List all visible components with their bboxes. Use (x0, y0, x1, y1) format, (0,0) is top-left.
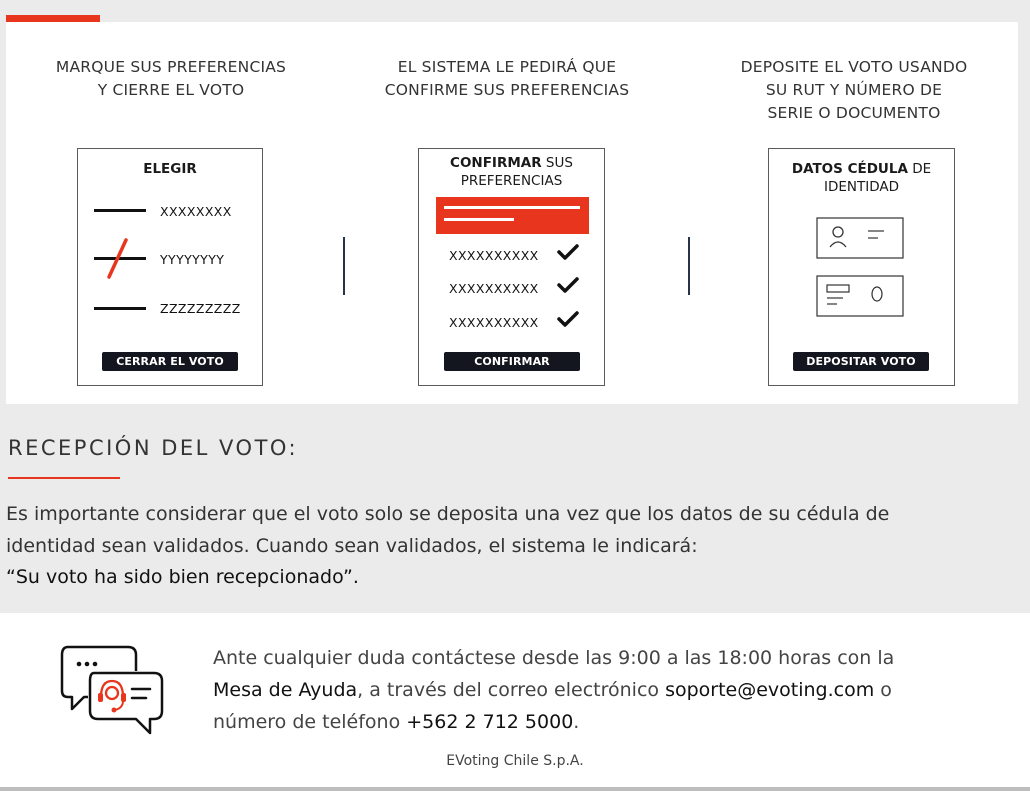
top-accent-bar (6, 15, 100, 22)
chat-support-icon (58, 643, 168, 737)
identity-card (768, 148, 955, 386)
checkmark-icon (557, 276, 579, 294)
phone-number[interactable]: +562 2 712 5000 (406, 711, 574, 733)
step-3-title: DEPOSITE EL VOTO USANDO SU RUT Y NÚMERO DE SERIE O DOCUMENTO (740, 58, 968, 122)
confirm-button[interactable]: CONFIRMAR (444, 352, 580, 371)
checkmark-icon (557, 310, 579, 328)
close-vote-button[interactable]: CERRAR EL VOTO (102, 352, 238, 371)
checkmark-icon (557, 243, 579, 261)
contact-panel (0, 613, 1030, 787)
choose-card-title: ELEGIR (143, 161, 197, 177)
footer-company: EVoting Chile S.p.A. (446, 753, 584, 769)
document-icon (816, 275, 904, 317)
identity-card-subtitle: IDENTIDAD (823, 179, 900, 195)
selected-preference-block (436, 197, 589, 234)
step-separator (343, 237, 345, 295)
choose-card (77, 148, 263, 386)
option-line (94, 209, 146, 212)
option-1-label[interactable]: XXXXXXXX (160, 204, 232, 219)
step-1-title: MARQUE SUS PREFERENCIAS Y CIERRE EL VOTO (55, 58, 287, 99)
contact-text: Ante cualquier duda contáctese desde las 9:00 a las 18:00 horas con la Mesa de Ayuda, a través del correo electrónico soporte@evoting.com o número de teléfono +562 2 712 5000. (213, 647, 895, 733)
reception-title: RECEPCIÓN DEL VOTO: (8, 436, 299, 460)
step-separator (688, 237, 690, 295)
person-icon (816, 217, 904, 259)
identity-card-title: DATOS CÉDULA DE (791, 161, 932, 177)
confirm-item-label: XXXXXXXXXX (449, 315, 539, 330)
strike-mark-icon (104, 237, 130, 281)
confirm-item-label: XXXXXXXXXX (449, 281, 539, 296)
option-2-label[interactable]: YYYYYYYY (160, 252, 225, 267)
help-desk-label: Mesa de Ayuda (213, 679, 358, 701)
confirm-card (418, 148, 605, 386)
confirm-card-title: CONFIRMAR SUS (450, 155, 573, 171)
reception-underline (8, 477, 120, 479)
reception-body: Es importante considerar que el voto solo se deposita una vez que los datos de su cédula de identidad sean validados. Cuando sean validados, el sistema le indicará: “Su voto ha sido bien recepcionado”. (6, 503, 890, 588)
confirm-item-label: XXXXXXXXXX (449, 248, 539, 263)
confirm-card-subtitle: PREFERENCIAS (460, 173, 563, 189)
step-2-title: EL SISTEMA LE PEDIRÁ QUE CONFIRME SUS PREFERENCIAS (384, 58, 630, 99)
deposit-vote-button[interactable]: DEPOSITAR VOTO (793, 352, 929, 371)
option-3-label[interactable]: ZZZZZZZZZ (160, 301, 241, 316)
bottom-rule (0, 787, 1030, 791)
option-line (94, 307, 146, 310)
steps-panel (6, 22, 1018, 404)
support-email-link[interactable]: soporte@evoting.com (665, 679, 875, 701)
